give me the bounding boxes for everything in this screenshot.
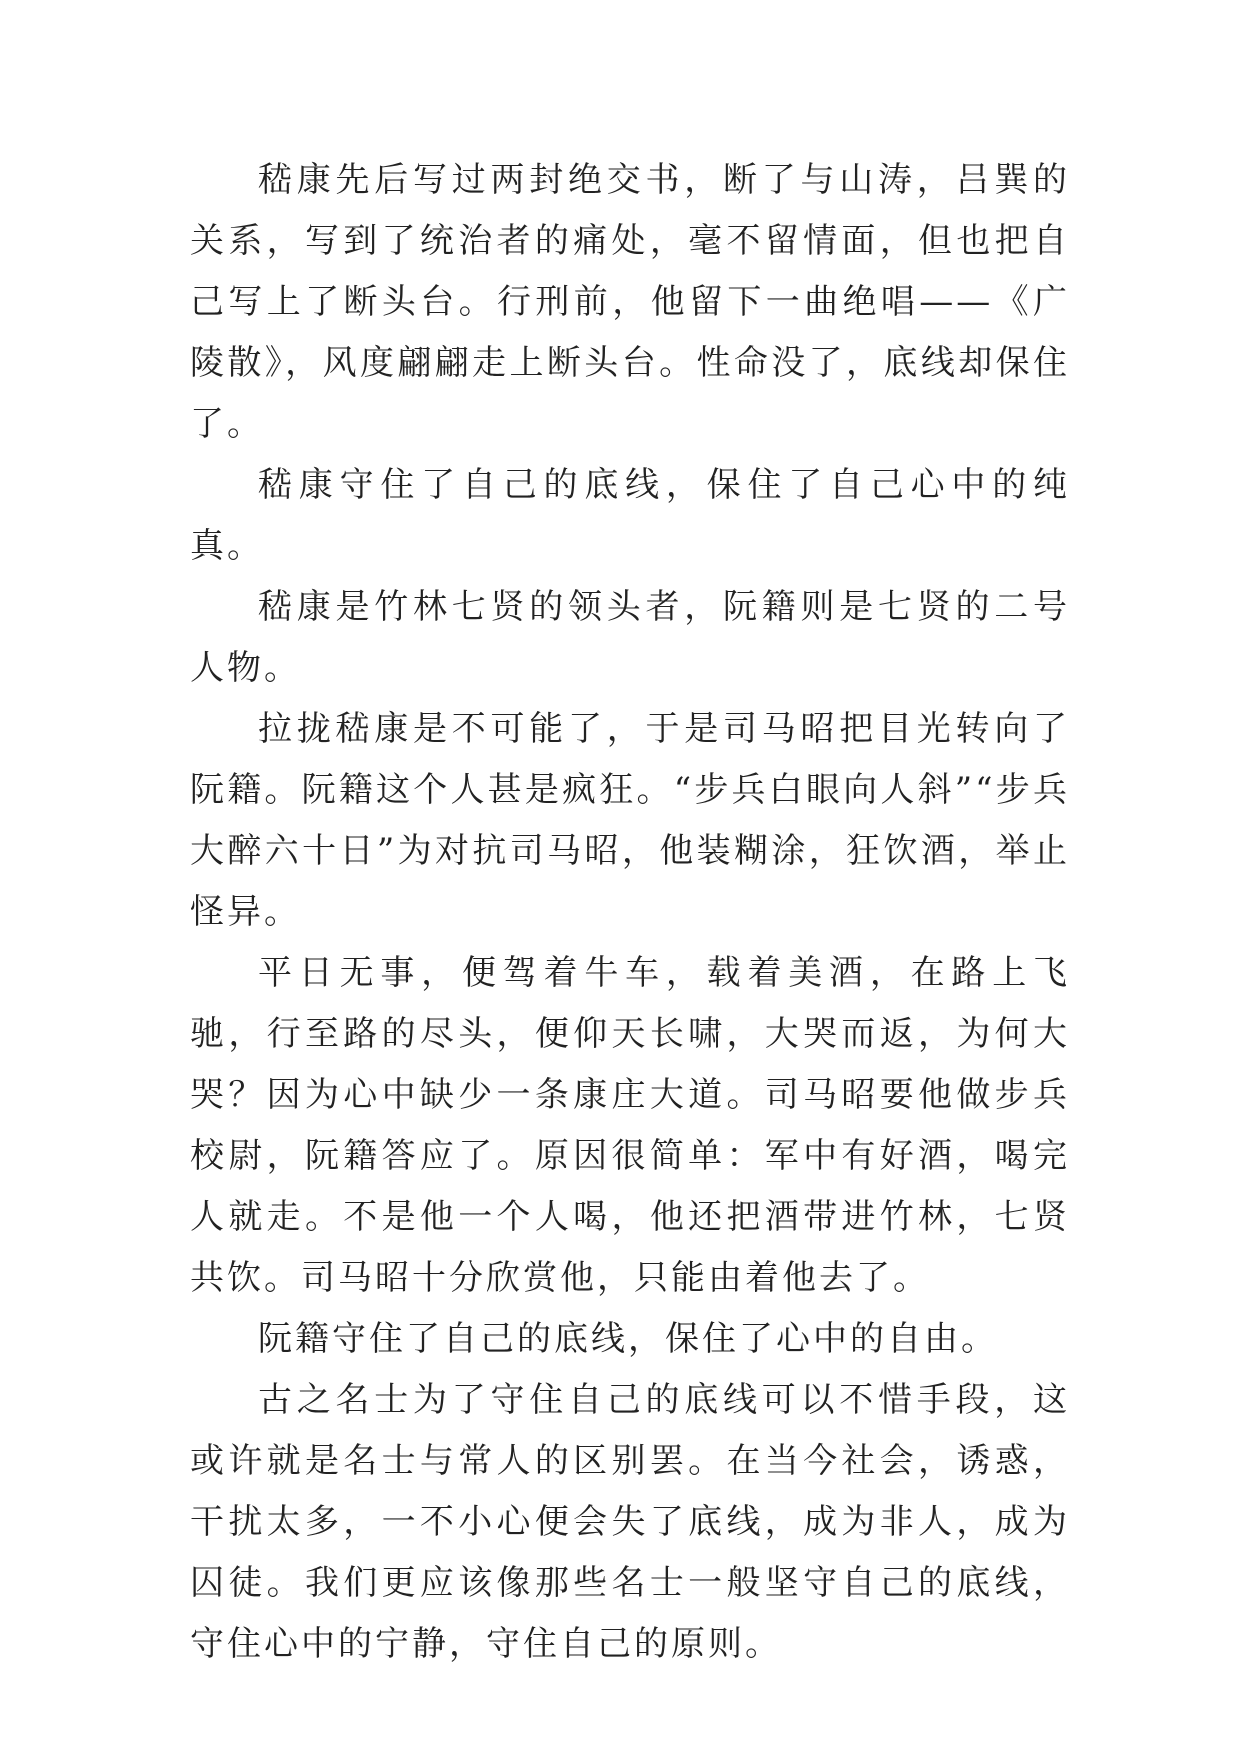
paragraph-3: 嵇康是竹林七贤的领头者，阮籍则是七贤的二号人物。 [190,587,1070,688]
paragraph-6: 阮籍守住了自己的底线，保住了心中的自由。 [258,1319,998,1359]
essay-body [190,150,1070,1675]
paragraph-4: 拉拢嵇康是不可能了，于是司马昭把目光转向了阮籍。阮籍这个人甚是疯狂。“步兵白眼向人斜”“步兵大醉六十日”为对抗司马昭，他装糊涂，狂饮酒，举止怪异。 [190,709,1070,932]
paragraph-7: 古之名士为了守住自己的底线可以不惜手段，这或许就是名士与常人的区别罢。在当今社会，诱惑，干扰太多，一不小心便会失了底线，成为非人，成为囚徒。我们更应该像那些名士一般坚守自己的底线，守住心中的宁静，守住自己的原则。 [190,1380,1070,1664]
paragraph-2: 嵇康守住了自己的底线，保住了自己心中的纯真。 [190,465,1070,566]
paragraph-1: 嵇康先后写过两封绝交书，断了与山涛，吕巽的关系，写到了统治者的痛处，毫不留情面，但也把自己写上了断头台。行刑前，他留下一曲绝唱——《广陵散》，风度翩翩走上断头台。性命没了，底线却保住了。 [190,160,1070,444]
paragraph-5: 平日无事，便驾着牛车，载着美酒，在路上飞驰，行至路的尽头，便仰天长啸，大哭而返，为何大哭？因为心中缺少一条康庄大道。司马昭要他做步兵校尉，阮籍答应了。原因很简单：军中有好酒，喝完人就走。不是他一个人喝，他还把酒带进竹林，七贤共饮。司马昭十分欣赏他，只能由着他去了。 [190,953,1070,1298]
